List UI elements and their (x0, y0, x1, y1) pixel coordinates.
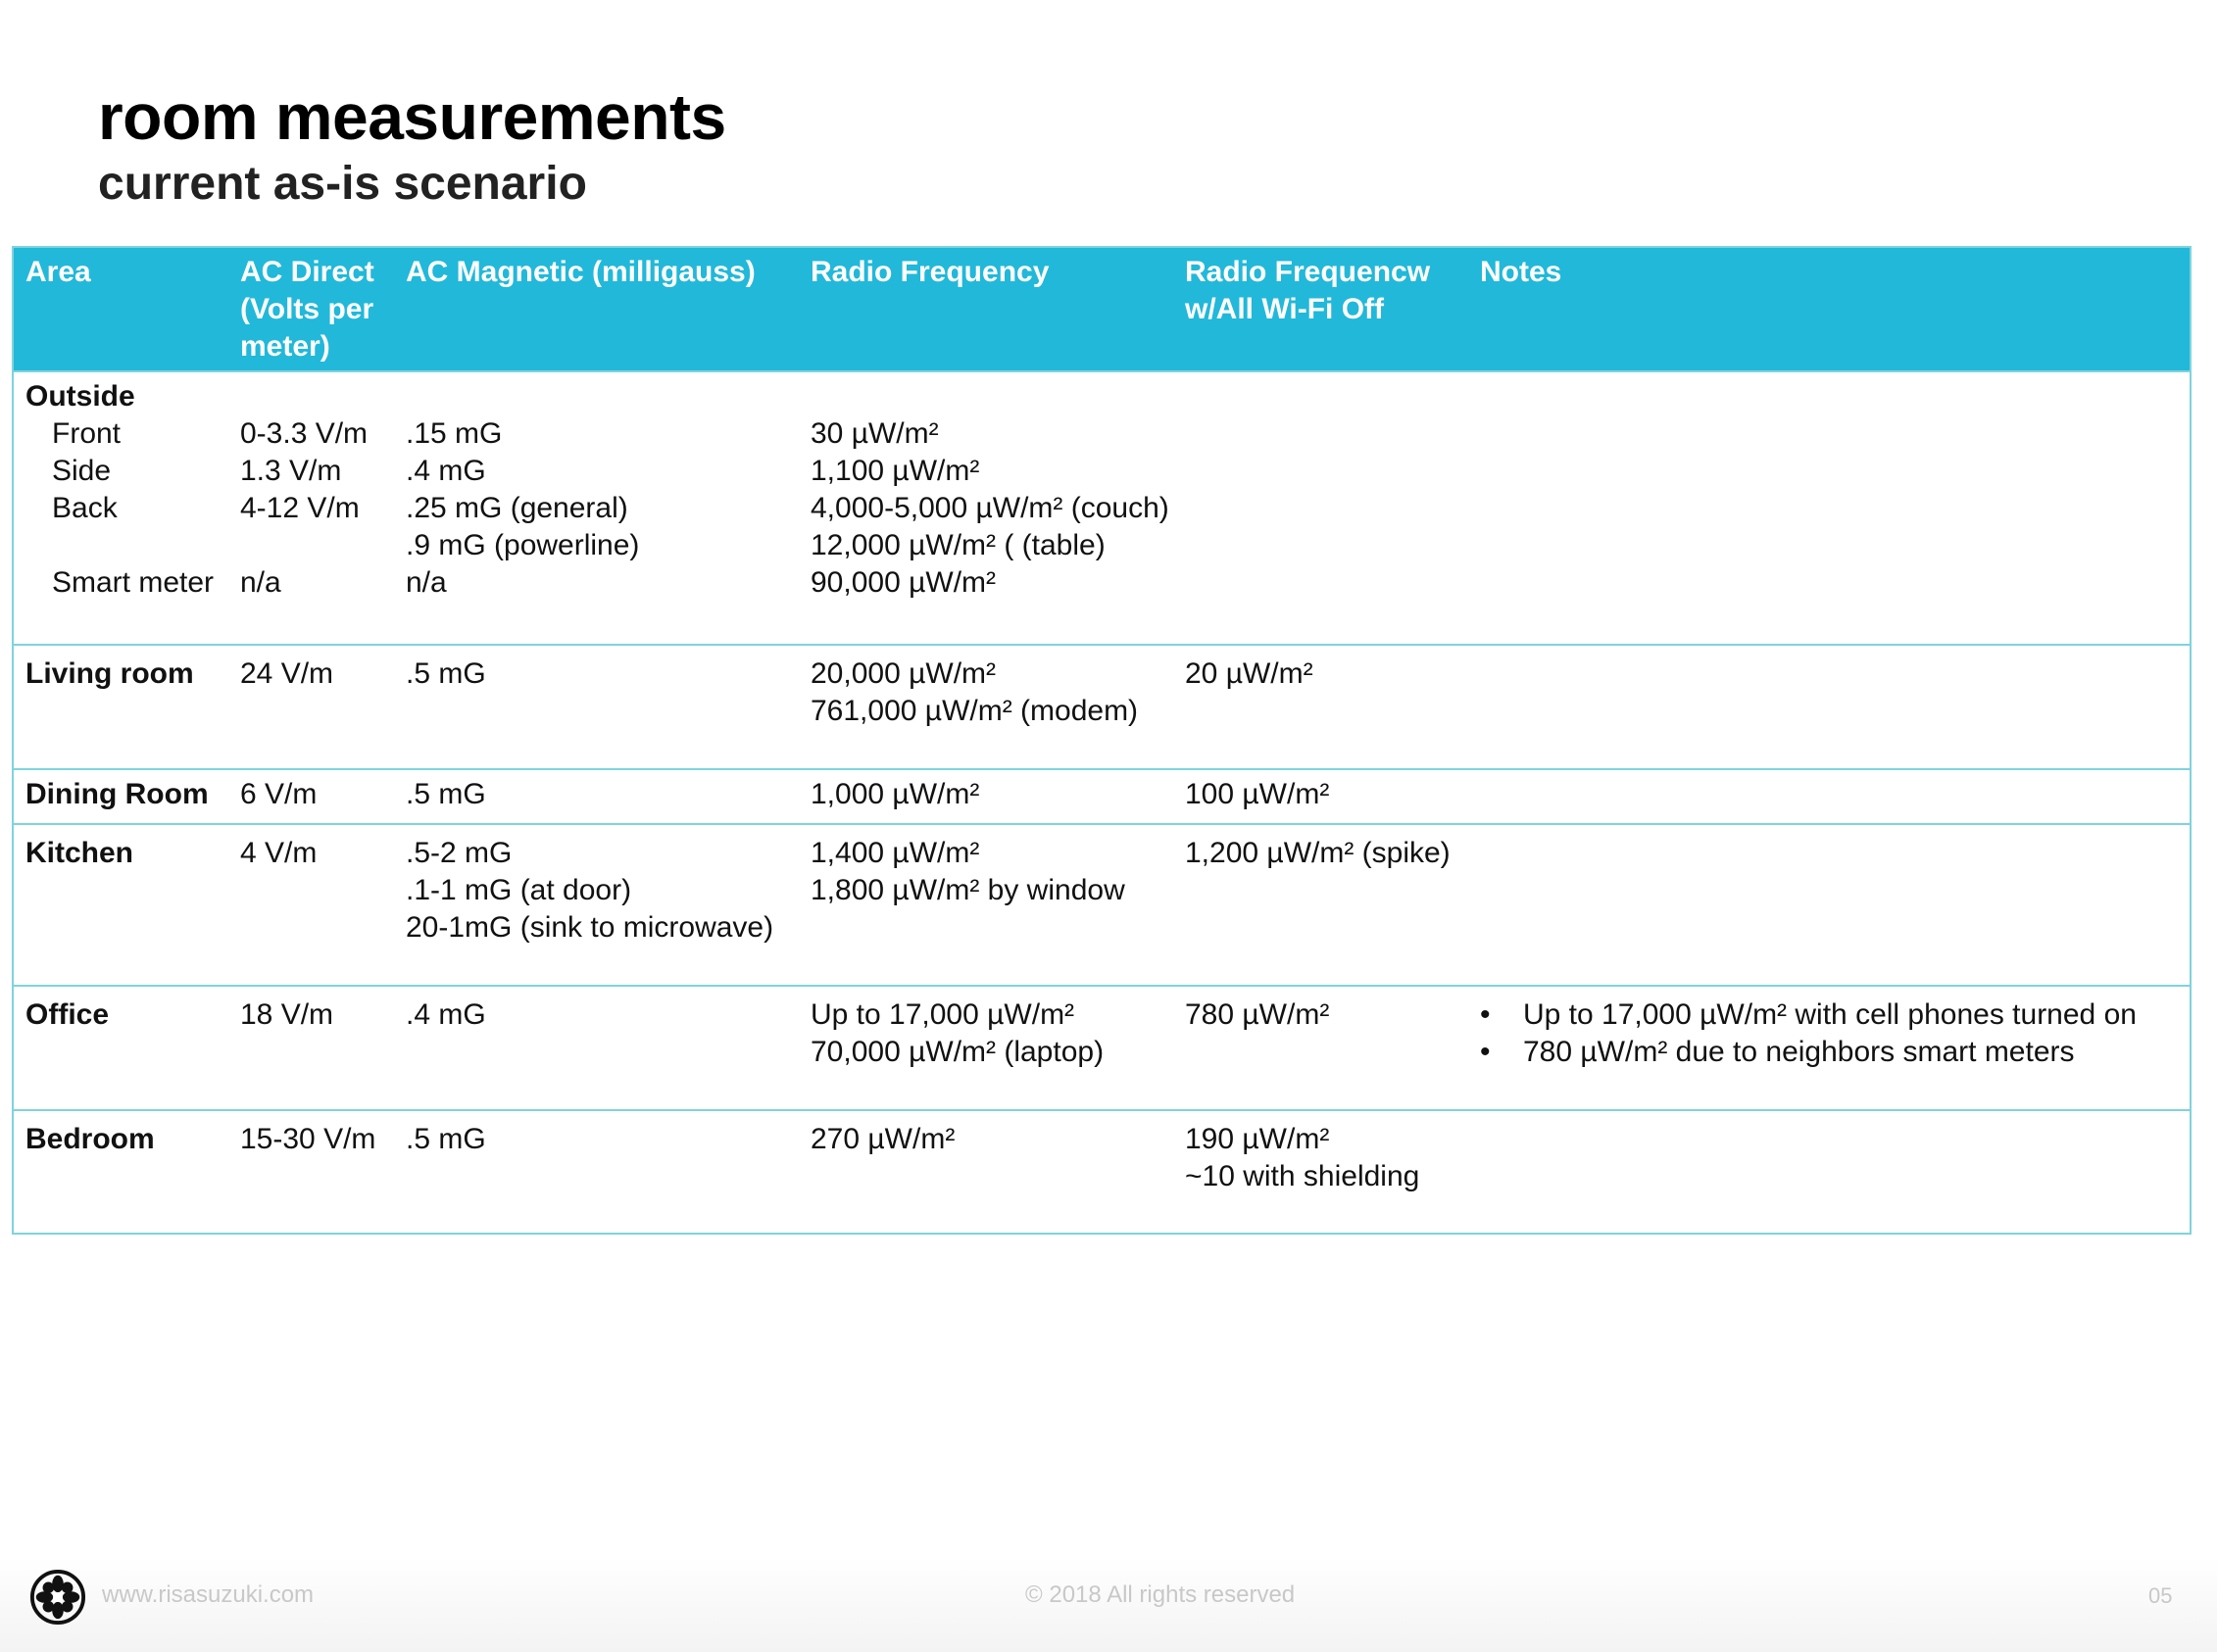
rf-cell: 30 µW/m² 1,100 µW/m² 4,000-5,000 µW/m² (couch) 12,000 µW/m² ( (table) 90,000 µW/m² (811, 417, 1169, 599)
table-row-dining-room (14, 768, 2190, 823)
table-row-bedroom (14, 1109, 2190, 1233)
rf-off-cell: 780 µW/m² (1185, 998, 1330, 1031)
measurements-table (12, 246, 2192, 1235)
page-subtitle: current as-is scenario (98, 158, 587, 210)
note-item: • Up to 17,000 µW/m² with cell phones turned on (1480, 996, 2137, 1034)
ac-magnetic-cell: .5 mG (406, 1123, 486, 1155)
header-area: Area (25, 256, 91, 288)
ac-direct-cell: 15-30 V/m (240, 1123, 376, 1155)
ac-direct-cell: 24 V/m (240, 657, 334, 690)
area-cell: Outside Front Side Back Smart meter (25, 380, 215, 599)
page-number: 05 (2148, 1583, 2173, 1608)
ac-magnetic-cell: .5-2 mG .1-1 mG (at door) 20-1mG (sink to microwave) (406, 837, 774, 944)
website-link[interactable]: www.risasuzuki.com (102, 1581, 315, 1608)
ac-magnetic-cell: .4 mG (406, 998, 486, 1031)
rf-cell: 1,400 µW/m² 1,800 µW/m² by window (811, 837, 1125, 906)
area-cell: Living room (25, 657, 194, 690)
table-row-office (14, 985, 2190, 1109)
rf-off-cell: 1,200 µW/m² (spike) (1185, 837, 1451, 869)
ac-magnetic-cell: .5 mG (406, 778, 486, 810)
table-header (14, 248, 2190, 370)
header-ac-direct: AC Direct (Volts per meter) (240, 256, 374, 363)
ac-magnetic-cell: .5 mG (406, 657, 486, 690)
rf-cell: 1,000 µW/m² (811, 778, 980, 810)
page-title: room measurements (98, 80, 726, 153)
area-cell: Bedroom (25, 1123, 155, 1155)
rf-off-cell: 20 µW/m² (1185, 657, 1313, 690)
ac-direct-cell: 0-3.3 V/m 1.3 V/m 4-12 V/m n/a (240, 417, 369, 599)
header-ac-magnetic: AC Magnetic (milligauss) (406, 256, 756, 288)
header-notes: Notes (1480, 256, 1562, 288)
copyright: © 2018 All rights reserved (1025, 1581, 1296, 1608)
rf-off-cell: 100 µW/m² (1185, 778, 1330, 810)
table-row-outside (14, 370, 2190, 644)
footer (0, 1558, 2217, 1652)
notes-list (1480, 996, 2137, 1071)
table-row-living-room (14, 644, 2190, 768)
rf-cell: Up to 17,000 µW/m² 70,000 µW/m² (laptop) (811, 998, 1105, 1068)
header-radio-frequency: Radio Frequency (811, 256, 1050, 288)
header-rf-wifi-off: Radio Frequencw w/All Wi-Fi Off (1185, 256, 1431, 325)
rf-cell: 270 µW/m² (811, 1123, 956, 1155)
area-cell: Dining Room (25, 778, 209, 810)
ac-direct-cell: 6 V/m (240, 778, 318, 810)
area-cell: Kitchen (25, 837, 134, 869)
note-item: • 780 µW/m² due to neighbors smart meters (1480, 1034, 2137, 1071)
crest-logo-icon (29, 1569, 86, 1626)
ac-magnetic-cell: .15 mG .4 mG .25 mG (general) .9 mG (powerline) n/a (406, 417, 640, 599)
rf-cell: 20,000 µW/m² 761,000 µW/m² (modem) (811, 657, 1139, 727)
rf-off-cell: 190 µW/m² ~10 with shielding (1185, 1123, 1420, 1192)
ac-direct-cell: 18 V/m (240, 998, 334, 1031)
area-cell: Office (25, 998, 110, 1031)
ac-direct-cell: 4 V/m (240, 837, 318, 869)
table-row-kitchen (14, 823, 2190, 985)
